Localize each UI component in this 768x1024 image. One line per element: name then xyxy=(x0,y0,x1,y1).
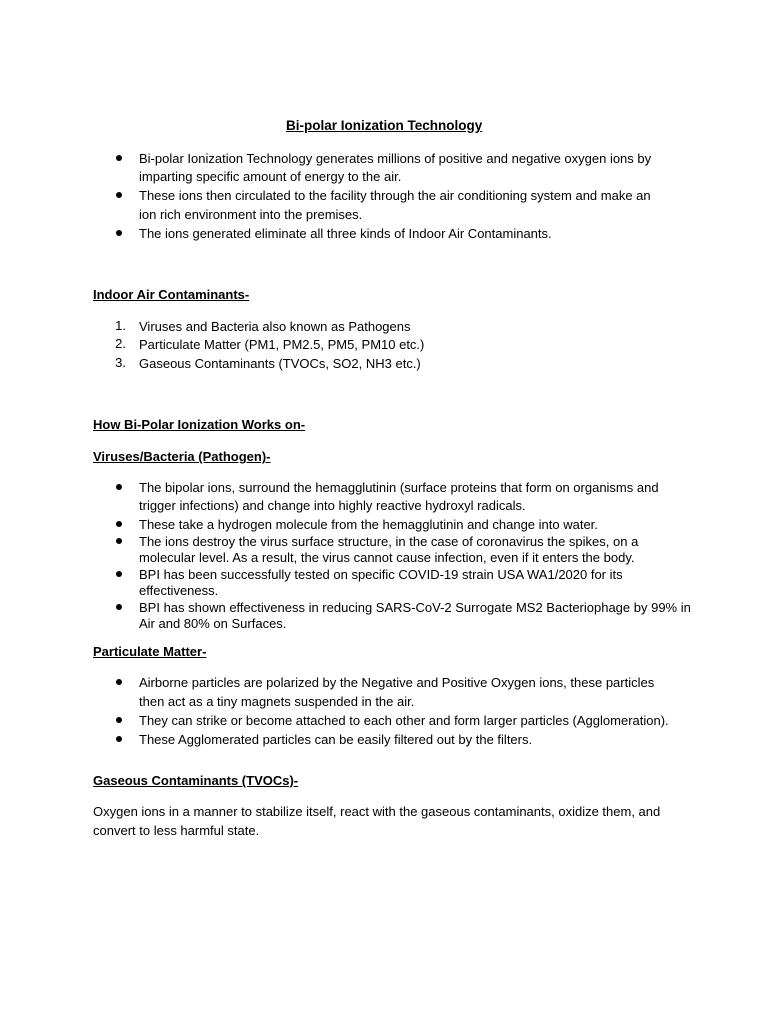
bullet-icon xyxy=(116,521,122,527)
gaseous-paragraph-line-2: convert to less harmful state. xyxy=(93,823,260,838)
intro-bullet-2-line-2: ion rich environment into the premises. xyxy=(139,207,363,222)
bullet-icon xyxy=(116,571,122,577)
bullet-icon xyxy=(116,538,122,544)
bullet-icon xyxy=(116,230,122,236)
gaseous-paragraph-line-1: Oxygen ions in a manner to stabilize itself, react with the gaseous contaminants, oxidize them, and xyxy=(93,804,661,819)
bullet-icon xyxy=(116,155,122,161)
contaminant-item-2: Particulate Matter (PM1, PM2.5, PM5, PM10 etc.) xyxy=(139,337,425,352)
viruses-heading: Viruses/Bacteria (Pathogen)- xyxy=(93,449,271,464)
page-title: Bi-polar Ionization Technology xyxy=(286,118,483,133)
intro-bullet-1-line-2: imparting specific amount of energy to the air. xyxy=(139,169,402,184)
viruses-line-1: The bipolar ions, surround the hemagglutinin (surface proteins that form on organisms and xyxy=(139,480,659,495)
viruses-line-8: BPI has shown effectiveness in reducing SARS-CoV-2 Surrogate MS2 Bacteriophage by 99% in xyxy=(139,600,691,615)
bullet-icon xyxy=(116,484,122,490)
particulate-line-2: then act as a tiny magnets suspended in the air. xyxy=(139,694,415,709)
viruses-line-4: The ions destroy the virus surface structure, in the case of coronavirus the spikes, on a xyxy=(139,534,639,549)
bullet-icon xyxy=(116,679,122,685)
intro-bullet-1-line-1: Bi-polar Ionization Technology generates millions of positive and negative oxygen ions by xyxy=(139,151,652,166)
contaminant-item-1: Viruses and Bacteria also known as Pathogens xyxy=(139,319,411,334)
viruses-line-5: molecular level. As a result, the virus cannot cause infection, even if it enters the body. xyxy=(139,550,635,565)
particulate-line-1: Airborne particles are polarized by the Negative and Positive Oxygen ions, these particles xyxy=(139,675,655,690)
list-number: 2. xyxy=(115,336,126,351)
contaminants-heading: Indoor Air Contaminants- xyxy=(93,287,250,302)
contaminant-item-3: Gaseous Contaminants (TVOCs, SO2, NH3 etc.) xyxy=(139,356,421,371)
particulate-line-3: They can strike or become attached to each other and form larger particles (Agglomeration). xyxy=(139,713,669,728)
viruses-line-2: trigger infections) and change into highly reactive hydroxyl radicals. xyxy=(139,498,526,513)
bullet-icon xyxy=(116,192,122,198)
viruses-line-3: These take a hydrogen molecule from the hemagglutinin and change into water. xyxy=(139,517,598,532)
intro-bullet-3: The ions generated eliminate all three kinds of Indoor Air Contaminants. xyxy=(139,226,552,241)
how-heading: How Bi-Polar Ionization Works on- xyxy=(93,417,306,432)
intro-bullet-2-line-1: These ions then circulated to the facility through the air conditioning system and make an xyxy=(139,188,651,203)
viruses-line-6: BPI has been successfully tested on specific COVID-19 strain USA WA1/2020 for its xyxy=(139,567,623,582)
gaseous-heading: Gaseous Contaminants (TVOCs)- xyxy=(93,773,299,788)
bullet-icon xyxy=(116,717,122,723)
viruses-line-7: effectiveness. xyxy=(139,583,219,598)
particulate-heading: Particulate Matter- xyxy=(93,644,207,659)
particulate-line-4: These Agglomerated particles can be easily filtered out by the filters. xyxy=(139,732,533,747)
bullet-icon xyxy=(116,604,122,610)
bullet-icon xyxy=(116,736,122,742)
list-number: 1. xyxy=(115,318,126,333)
list-number: 3. xyxy=(115,355,126,370)
viruses-line-9: Air and 80% on Surfaces. xyxy=(139,616,287,631)
